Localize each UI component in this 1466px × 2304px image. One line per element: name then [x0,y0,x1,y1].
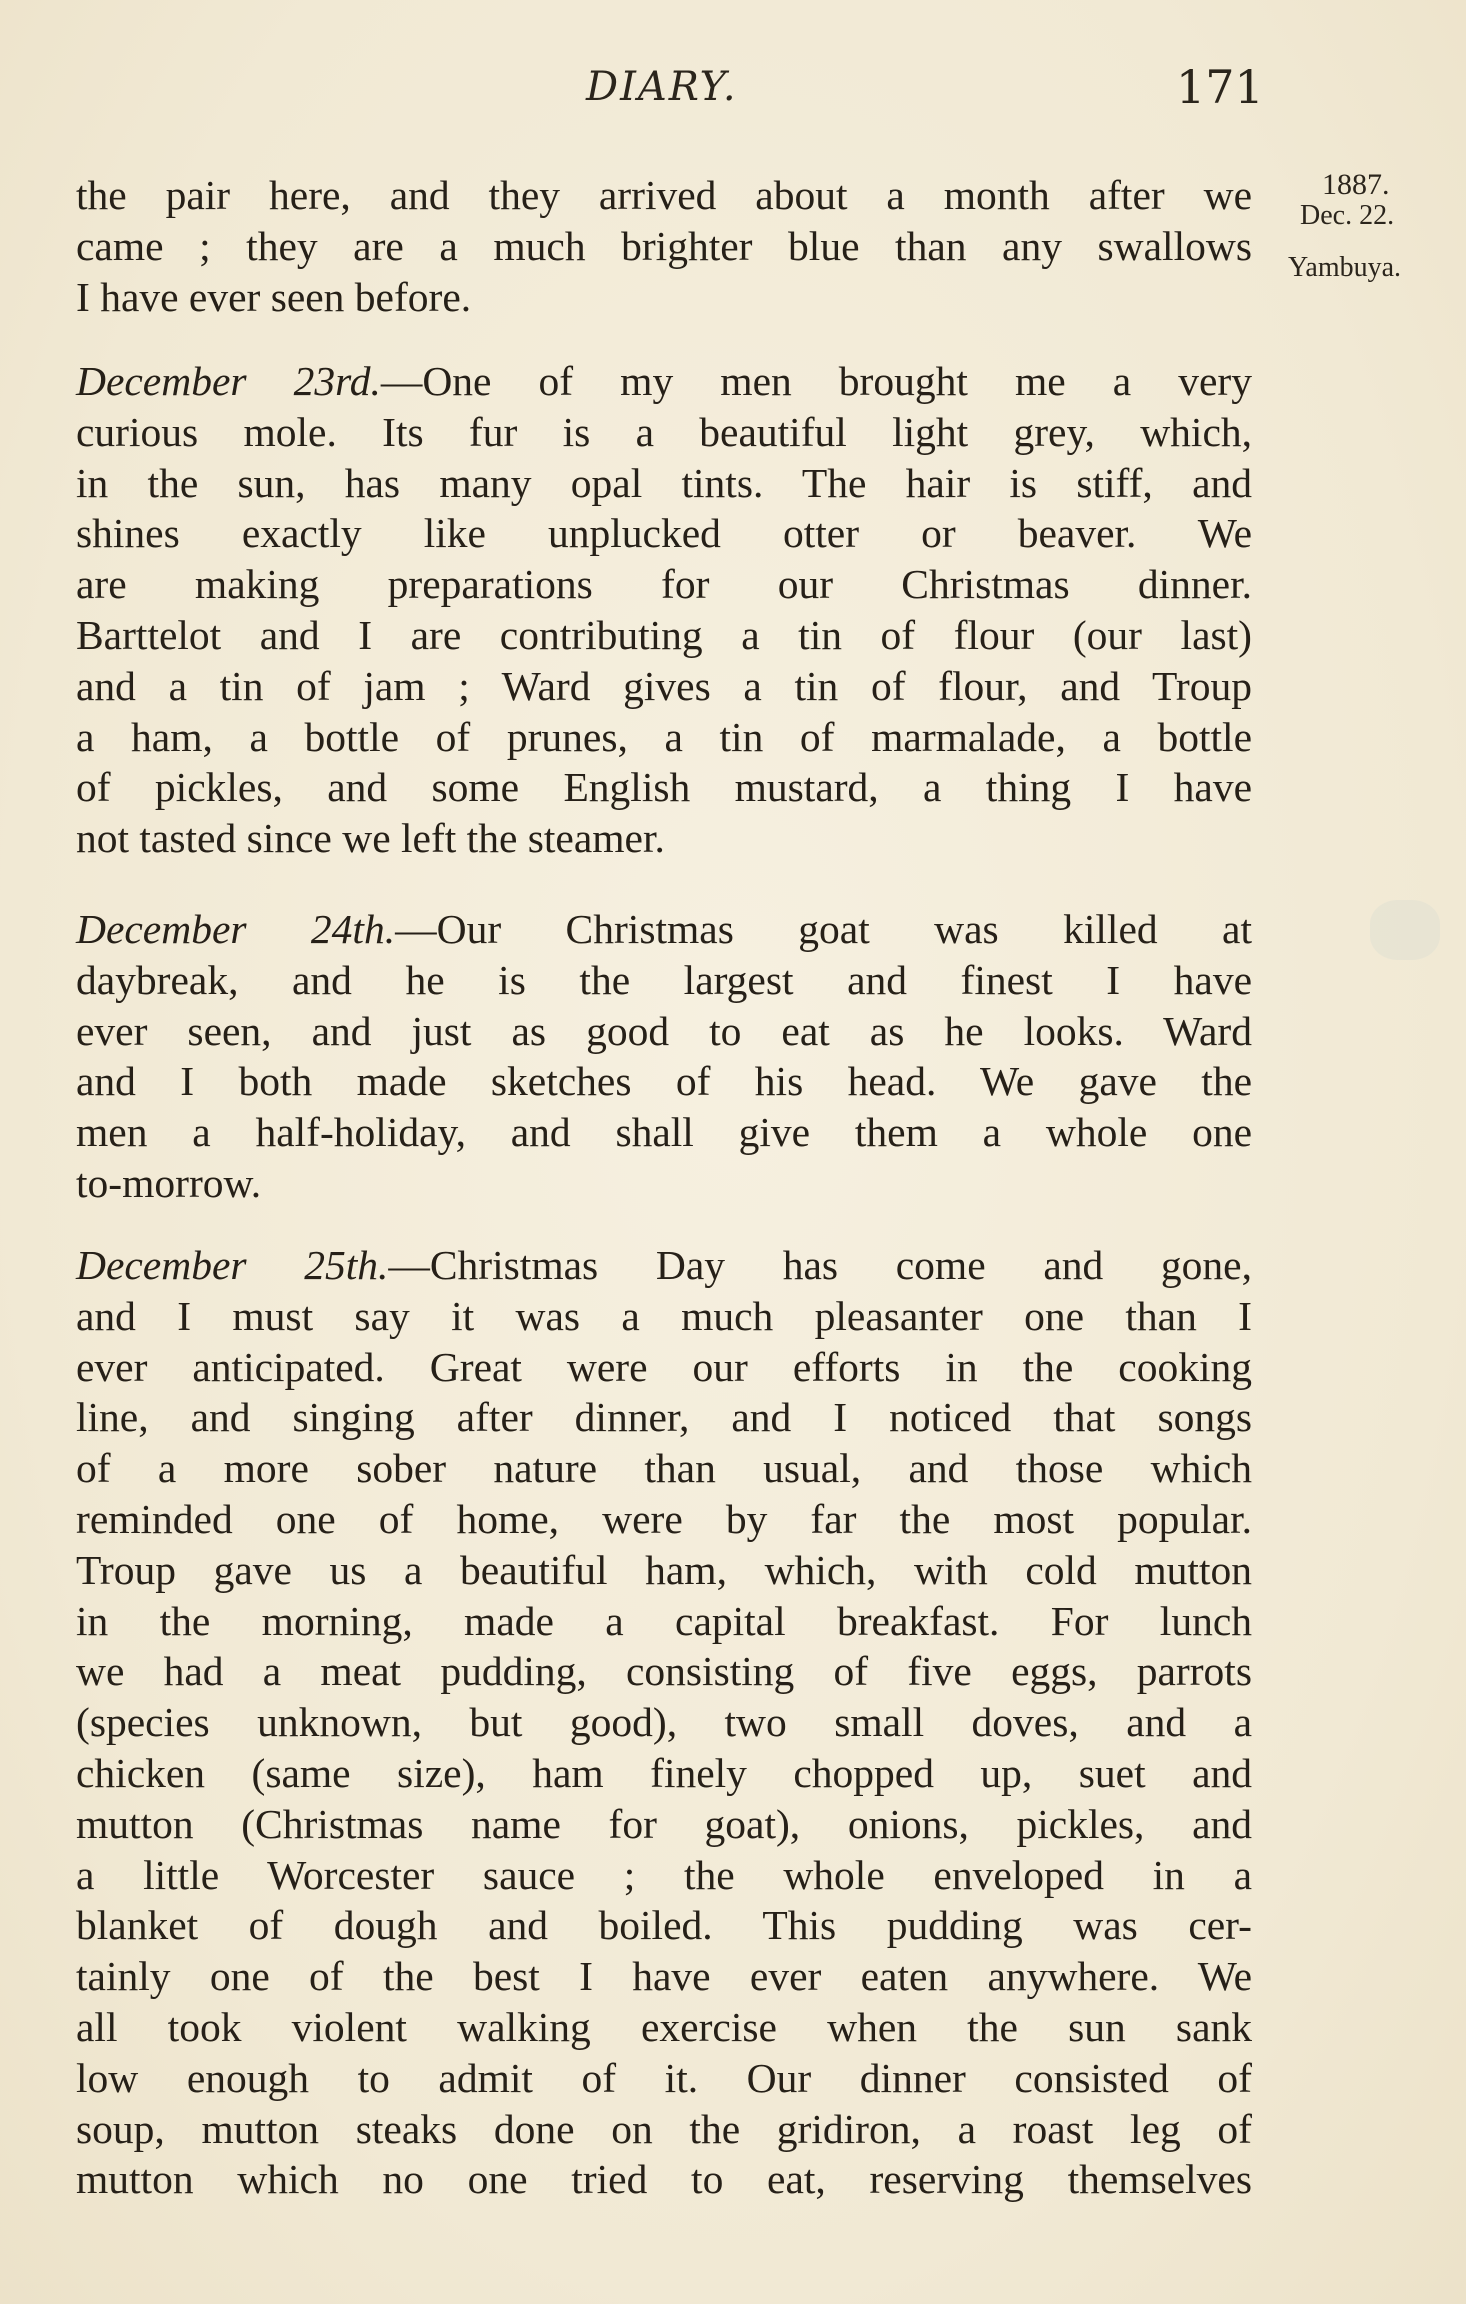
text-line: a ham, a bottle of prunes, a tin of marmalade, a bottle [76,713,1252,760]
text-line: mutton which no one tried to eat, reserving themselves [76,2156,1252,2203]
paragraph-continuation [76,170,1252,322]
text-line: shines exactly like unplucked otter or beaver. We [76,510,1252,557]
text-line: line, and singing after dinner, and I noticed that songs [76,1394,1252,1441]
text-line: ever anticipated. Great were our efforts in the cooking [76,1343,1252,1390]
diary-entry-dec-23 [76,356,1252,864]
margin-note-place: Yambuya. [1288,252,1402,283]
text-line: blanket of dough and boiled. This pudding was cer- [76,1902,1252,1949]
page-number: 171 [1176,60,1264,114]
text-line: of pickles, and some English mustard, a thing I have [76,764,1252,811]
entry-date: December 23rd. [76,358,381,404]
diary-entry-dec-24 [76,904,1252,1209]
text-line: a little Worcester sauce ; the whole enveloped in a [76,1851,1252,1898]
text-line: in the sun, has many opal tints. The hair is stiff, and [76,459,1252,506]
text-line: are making preparations for our Christmas dinner. [76,561,1252,608]
text-line: ever seen, and just as good to eat as he looks. Ward [76,1007,1252,1054]
text-line: not tasted since we left the steamer. [76,815,665,862]
text-line: curious mole. Its fur is a beautiful light grey, which, [76,408,1252,455]
text-line: tainly one of the best I have ever eaten anywhere. We [76,1953,1252,2000]
text-line: in the morning, made a capital breakfast. For lunch [76,1597,1252,1644]
text-line: chicken (same size), ham finely chopped up, suet and [76,1749,1252,1796]
text-line: low enough to admit of it. Our dinner consisted of [76,2054,1252,2101]
paper-stain [1370,900,1440,960]
text-line: soup, mutton steaks done on the gridiron, a roast leg of [76,2105,1252,2152]
entry-date: December 24th. [76,906,396,952]
margin-note-date: Dec. 22. [1300,200,1395,231]
text-line: of a more sober nature than usual, and those which [76,1445,1252,1492]
text-line: men a half-holiday, and shall give them a whole one [76,1109,1252,1156]
text-line: came ; they are a much brighter blue than any swallows [76,222,1252,269]
text-line: Barttelot and I are contributing a tin of flour (our last) [76,611,1252,658]
text-segment: —Our Christmas goat was killed at [395,906,1252,952]
text-line: we had a meat pudding, consisting of five eggs, parrots [76,1648,1252,1695]
text-line: daybreak, and he is the largest and finest I have [76,956,1252,1003]
text-segment: —One of my men brought me a very [380,358,1252,404]
text-line: and I both made sketches of his head. We gave the [76,1058,1252,1105]
text-line: and a tin of jam ; Ward gives a tin of flour, and Troup [76,662,1252,709]
text-line [76,904,1252,955]
text-line: (species unknown, but good), two small doves, and a [76,1699,1252,1746]
entry-date: December 25th. [76,1242,389,1288]
text-line: reminded one of home, were by far the most popular. [76,1495,1252,1542]
text-line: to-morrow. [76,1159,262,1206]
text-line: I have ever seen before. [76,273,472,320]
text-line: all took violent walking exercise when the sun sank [76,2003,1252,2050]
text-line: mutton (Christmas name for goat), onions, pickles, and [76,1800,1252,1847]
diary-entry-dec-25 [76,1240,1252,2205]
running-head-title: DIARY. [586,64,738,110]
text-line [76,1240,1252,1291]
text-segment: —Christmas Day has come and gone, [388,1242,1252,1288]
text-line: and I must say it was a much pleasanter one than I [76,1292,1252,1339]
text-line [76,356,1252,407]
text-line: Troup gave us a beautiful ham, which, with cold mutton [76,1546,1252,1593]
text-line: the pair here, and they arrived about a month after we [76,172,1252,218]
margin-note-year: 1887. [1322,168,1390,201]
